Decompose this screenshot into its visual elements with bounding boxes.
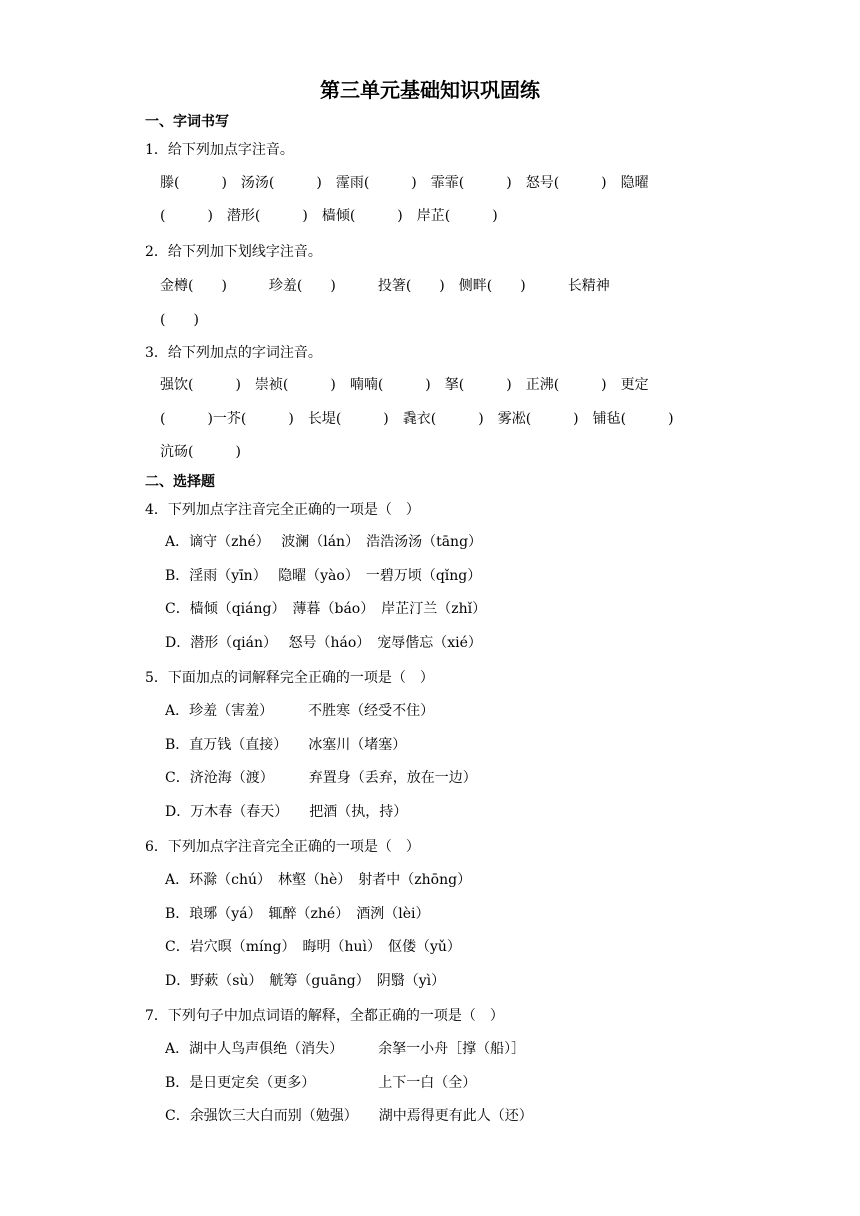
question-3-line-2: ( )一芥( ) 长堤( ) 毳衣( ) 雾凇( ) 铺毡( ) <box>160 411 674 427</box>
question-3-line-3: 沆砀( ) <box>160 444 241 460</box>
question-6-option-d: D．野蔌（sù） 觥筹（guāng） 阴翳（yì） <box>165 973 446 989</box>
question-6-option-a: A．环滁（chú） 林壑（hè） 射者中（zhōng） <box>165 872 472 888</box>
question-2-line-1: 金樽( ) 珍羞( ) 投箸( ) 侧畔( ) 长精神 <box>160 278 610 294</box>
question-3-line-1: 强饮( ) 崇祯( ) 喃喃( ) 拏( ) 正沸( ) 更定 <box>160 377 649 393</box>
question-2-line-2: ( ) <box>160 312 199 328</box>
question-4-option-a: A．谪守（zhé） 波澜（lán） 浩浩汤汤（tāng） <box>165 534 483 550</box>
question-4-option-b: B．淫雨（yīn） 隐曜（yào） 一碧万顷（qǐng） <box>165 568 482 584</box>
section-heading-1: 一、字词书写 <box>145 114 229 130</box>
question-1-line-2: ( ) 潜形( ) 樯倾( ) 岸芷( ) <box>160 208 498 224</box>
question-5-option-d: D．万木春（春天） 把酒（执，持） <box>165 804 408 820</box>
question-7-option-b: B．是日更定矣（更多） 上下一白（全） <box>165 1075 477 1091</box>
question-6-stem: 6．下列加点字注音完全正确的一项是（ ） <box>145 839 420 855</box>
question-2-stem: 2．给下列加下划线字注音。 <box>145 244 322 260</box>
question-6-option-c: C．岩穴暝（míng） 晦明（huì） 伛偻（yǔ） <box>165 939 461 955</box>
question-7-option-c: C．余强饮三大白而别（勉强） 湖中焉得更有此人（还） <box>165 1108 533 1124</box>
question-5-option-c: C．济沧海（渡） 弃置身（丢弃，放在一边） <box>165 770 477 786</box>
question-5-stem: 5．下面加点的词解释完全正确的一项是（ ） <box>145 670 434 686</box>
question-4-option-c: C．樯倾（qiáng） 薄暮（báo） 岸芷汀兰（zhǐ） <box>165 601 487 617</box>
question-7-option-a: A．湖中人鸟声俱绝（消失） 余拏一小舟［撑（船）］ <box>165 1041 526 1057</box>
question-7-stem: 7．下列句子中加点词语的解释，全都正确的一项是（ ） <box>145 1008 504 1024</box>
question-6-option-b: B．琅琊（yá） 辄醉（zhé） 酒洌（lèi） <box>165 906 430 922</box>
question-5-option-b: B．直万钱（直接） 冰塞川（堵塞） <box>165 737 407 753</box>
question-4-stem: 4．下列加点字注音完全正确的一项是（ ） <box>145 502 420 518</box>
section-heading-2: 二、选择题 <box>145 474 215 490</box>
page-title: 第三单元基础知识巩固练 <box>320 78 540 102</box>
question-3-stem: 3．给下列加点的字词注音。 <box>145 345 322 361</box>
question-5-option-a: A．珍羞（害羞） 不胜寒（经受不住） <box>165 703 435 719</box>
question-1-line-1: 滕( ) 汤汤( ) 霪雨( ) 霏霏( ) 怒号( ) 隐曜 <box>160 175 649 191</box>
question-1-stem: 1．给下列加点字注音。 <box>145 142 294 158</box>
question-4-option-d: D．潜形（qián） 怒号（háo） 宠辱偕忘（xié） <box>165 635 482 651</box>
